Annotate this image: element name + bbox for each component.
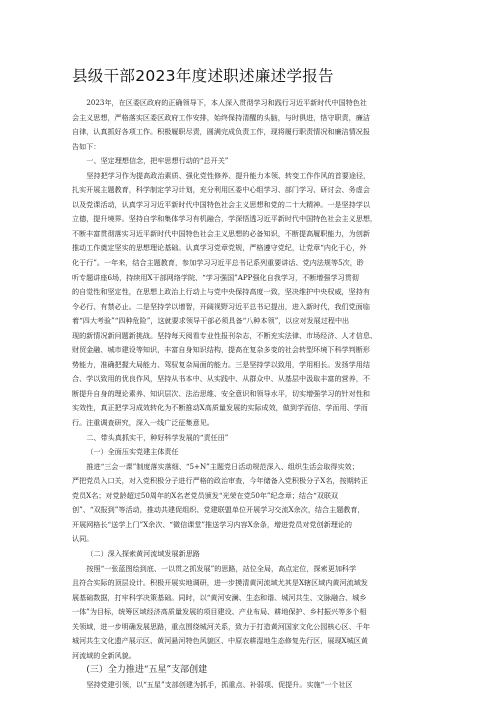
paragraph-line: 关领域，进一步明确发展思路，重点围绕城河关系，致力于打造黄河国家文化公园核心区、千年 <box>72 621 370 631</box>
paragraph-line: 二、带头真抓实干，种好科学发展的“责任田” <box>86 432 229 442</box>
paragraph-line: 推动工作奠定坚实的思想理论基础。认真学习党章党规，严格遵守党纪，让党章“内化于心，外 <box>72 243 367 253</box>
paragraph-line: 坚持把学习作为提高政治素质、强化党性修养、提升能力本领、转变工作作风的首要途径， <box>86 170 371 180</box>
paragraph-line: 实效性，真正把学习成效转化为不断推动X高质量发展的实际成效，做到学而信、学而用、学而 <box>72 403 368 413</box>
paragraph-line: 现的新情况新问题新挑战。坚持每天阅看专业性报刊杂志，不断充实法律、市场经济、人才信息、 <box>72 330 378 340</box>
paragraph-line: 坚持党建引领，以“五星”支部创建为抓手，抓重点、补弱项、促提升。实施“一个社区 <box>86 679 353 689</box>
paragraph-line: 势能力，准确把握大局能力、驾驭复杂局面的能力。三是坚持学以致用，学用相长。发扬学用结 <box>72 359 370 369</box>
paragraph-line: 推进“三会一课”制度落实落细、“5+N”主题党日活动规范深入、组织生活会取得实效； <box>86 461 359 471</box>
paragraph-line: 断提升自身的理论素养、知识层次、法治思维、安全意识和领导水平，切实增强学习的针对性和 <box>72 388 370 398</box>
paragraph-line: 告如下： <box>72 141 101 151</box>
paragraph-line: 一、坚定理想信念，把牢思想行动的“总开关” <box>86 156 229 166</box>
paragraph-line: 立德，提升境界。坚持自学和集体学习有机融合，学深悟透习近平新时代中国特色社会主义思想， <box>72 214 378 224</box>
paragraph-line: 按照“一张蓝图绘到底、一以贯之抓发展”的思路，站位全局，高点定位，探索更加科学 <box>86 563 357 573</box>
paragraph-line: (三）全力推进“五星”支部创建 <box>86 665 208 676</box>
paragraph-line: 扎实开展主题教育，科学制定学习计划，充分利用区委中心组学习、部门学习、研讨会、务虚会 <box>72 185 370 195</box>
paragraph-line: 2023年，在区委区政府的正确领导下，本人深入贯彻学习和践行习近平新时代中国特色社 <box>86 98 367 107</box>
document-body <box>72 96 428 692</box>
paragraph-line: （一）全面压实党建主体责任 <box>86 447 179 457</box>
paragraph-line: 认同。 <box>72 534 94 544</box>
paragraph-line: 以及党课活动，认真学习习近平新时代中国特色社会主义思想和党的二十大精神。一是坚持学以 <box>72 199 370 209</box>
paragraph-line: 创”、“双报到”等活动，推动共建促组织、党建联盟单位开展学习交流X余次，结合主题教育， <box>72 505 365 515</box>
paragraph-line: 城河共生文化遗产展示区、黄河悬河特色风貌区、中原农耕湿地生态修复先行区，展现X城区黄 <box>72 636 368 646</box>
paragraph-line: 河流域的全新风貌。 <box>72 650 136 660</box>
paragraph-line: 且符合实际的顶层设计。积极开展实地调研，进一步摸清黄河流域尤其是X辖区域内黄河流域发 <box>72 578 368 588</box>
paragraph-line: 不断丰富贯彻落实习近平新时代中国特色社会主义思想的必备知识，不断提高履职能力，为创新 <box>72 228 370 238</box>
paragraph-line: 着“四大考验”“四种危险”，这就要求领导干部必须具备“八种本领”，以应对发展过程中出 <box>72 316 350 326</box>
paragraph-line: 合、学以致用的优良作风，坚持从书本中、从实践中、从群众中、从基层中汲取丰富的营养，不 <box>72 374 370 384</box>
paragraph-line: 化于行”。一年来，结合主题教育，参加学习习近平总书记系列重要讲话、党内法规等5次，聆 <box>72 258 364 268</box>
paragraph-line: 行。注重调查研究，深入一线广泛征集意见。 <box>72 418 214 428</box>
paragraph-line: （二）深入探索黄河流域发展新思路 <box>86 548 200 558</box>
paragraph-line: 党员X名；对党龄超过50周年的X名老党员颁发“光荣在党50年”纪念章；结合“双联双 <box>72 490 339 500</box>
paragraph-line: 自律，认真抓好各项工作。积极履职尽责，圆满完成负责工作，现将履行职责情况和廉洁情况报 <box>72 127 370 137</box>
paragraph-line: 财贸金融、城市建设等知识，丰富自身知识结构，提高在复杂多变的社会转型环境下科学判断形 <box>72 345 370 355</box>
paragraph-line: 令必行、有禁必止。二是坚持学以增智，开阔视野习近平总书记提出，进入新时代，我们党面临 <box>72 301 370 311</box>
paragraph-line: 的自觉性和坚定性，在思想上政治上行动上与党中央保持高度一致，坚决维护中央权威，坚持有 <box>72 287 370 297</box>
paragraph-line: 开展网格长“送学上门”X余次、“微信课堂”推送学习内容X余条，增进党员对党创新理论的 <box>72 519 352 529</box>
paragraph-line: 一体”为目标，统筹区域经济高质量发展的项目建设、产业布局、耕地保护、乡村振兴等多个相 <box>72 607 367 617</box>
paragraph-line: 严把党员入口关，对入党积极分子进行严格的政治审查，今年储备入党积极分子X名，按期转正 <box>72 476 368 486</box>
paragraph-line: 会主义思想，严格落实区委区政府工作安排，始终保持清醒的头脑，与时俱进，恪守职责，廉洁 <box>72 112 370 122</box>
paragraph-line: 展基础数据，打牢科学决策基础。同时，以“黄河安澜、生态和谐、城河共生、文脉融合、城乡 <box>72 592 367 602</box>
document-title: 县级干部2023年度述职述廉述学报告 <box>72 67 334 85</box>
paragraph-line: 听专题讲座6场，持续用X干部网络学院、“学习强国”APP强化自我学习，不断增强学习贯彻 <box>72 272 359 282</box>
